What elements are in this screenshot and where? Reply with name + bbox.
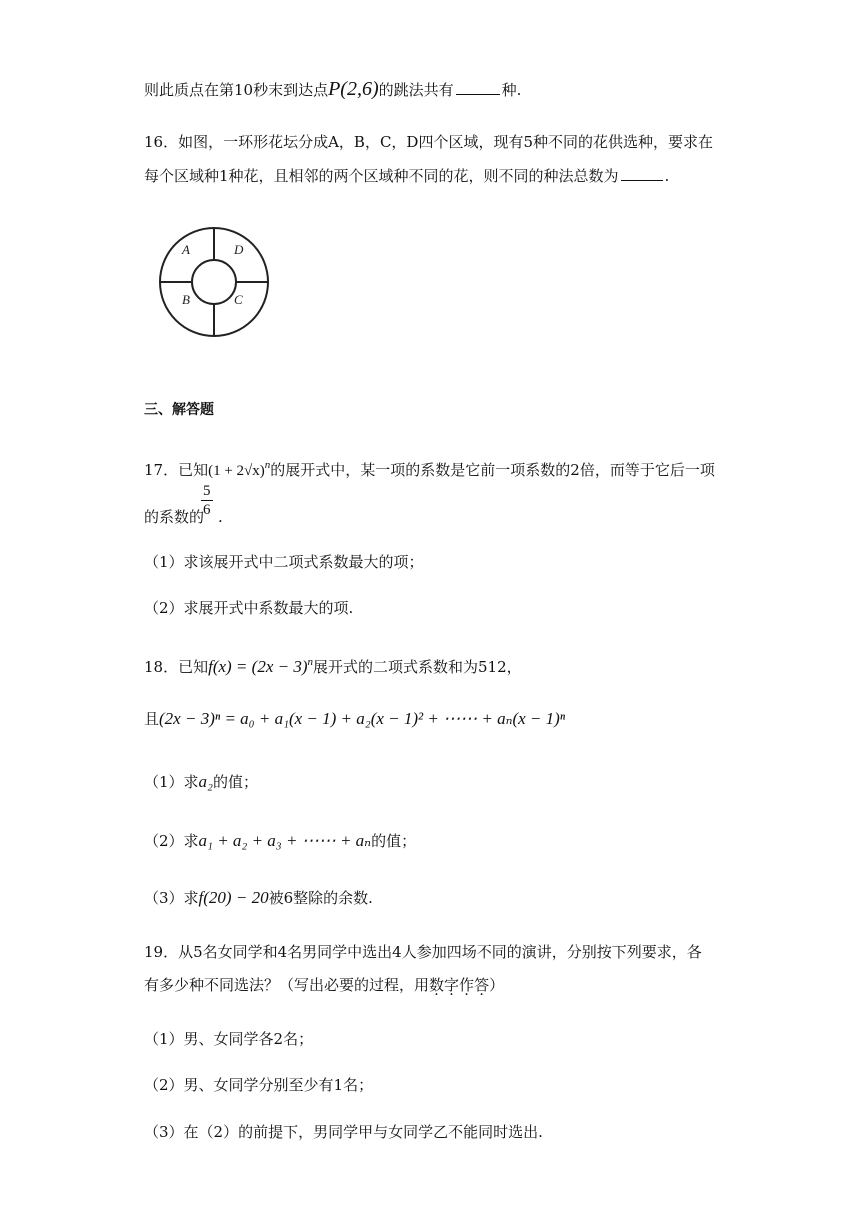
q18-sub2 (144, 830, 416, 852)
q17-frac-den: 6 (203, 502, 211, 518)
q16-answer-blank (621, 166, 663, 181)
q16-line1: 16．如图，一环形花坛分成A，B，C，D四个区域，现有5种不同的花供选种，要求在 (144, 133, 713, 151)
q15-tail-line (144, 78, 521, 101)
q17-expr-exp: n (264, 459, 271, 471)
q19-sub1: （1）男、女同学各2名； (144, 1030, 314, 1048)
q18-sub2-math: a₁ + a₂ + a₃ + ⋯⋯ + aₙ (198, 831, 372, 850)
q18-identity: (2x − 3)ⁿ = a₀ + a₁(x − 1) + a₂(x − 1)² + ⋯⋯ + aₙ(x − 1)ⁿ (159, 709, 566, 728)
q15-text-mid: 的跳法共有 (378, 81, 454, 99)
q16-line2 (144, 165, 669, 187)
q17-line1-text: 的展开式中，某一项的系数是它前一项系数的2倍，而等于它后一项 (270, 461, 715, 479)
q19-line1: 19．从5名女同学和4名男同学中选出4人参加四场不同的演讲，分别按下列要求，各 (144, 943, 702, 961)
q18-sub2-after: 的值； (371, 832, 417, 850)
q15-text-after: 种. (501, 81, 522, 99)
q19-line2-before: 有多少种不同选法？（写出必要的过程，用 (144, 976, 430, 994)
q18-prefix: 18．已知 (144, 658, 209, 676)
section-heading: 三、解答题 (144, 402, 214, 418)
inner-circle (192, 260, 236, 304)
q17-sub1: （1）求该展开式中二项式系数最大的项； (144, 553, 424, 571)
q18-sub1-math: a₂ (198, 772, 213, 791)
q15-text-before: 则此质点在第10秒末到达点 (144, 81, 329, 99)
q19-emphasis-dotted (429, 976, 489, 994)
q18-line1-text: 展开式的二项式系数和为512， (313, 658, 522, 676)
q18-fx-exp: n (307, 656, 313, 668)
q18-sub3-math: f(20) − 20 (198, 888, 269, 907)
q18-fx: f(x) = (2x − 3) (208, 657, 308, 676)
q18-sub1 (144, 771, 258, 793)
region-label-b: B (182, 292, 190, 307)
q17-line1 (144, 454, 715, 482)
emphasis-char: 作 (459, 976, 475, 994)
q18-sub2-before: （2）求 (144, 832, 199, 850)
q18-sub3-after: 被6整除的余数. (268, 889, 373, 907)
q18-line1 (144, 651, 522, 678)
q18-line2 (144, 708, 565, 730)
emphasis-char: 数 (429, 976, 445, 994)
q19-line2 (144, 974, 504, 996)
region-label-c: C (234, 292, 243, 307)
emphasis-char: 字 (444, 976, 460, 994)
q17-line2-end: . (218, 508, 223, 526)
q18-line2-prefix: 且 (144, 710, 160, 728)
q18-sub3-before: （3）求 (144, 889, 199, 907)
q17-prefix: 17．已知 (144, 461, 209, 479)
q16-line2-end: . (664, 167, 670, 185)
q18-sub1-after: 的值； (212, 773, 258, 791)
q15-answer-blank (456, 80, 500, 95)
q16-line2-text: 每个区域种1种花，且相邻的两个区域种不同的花，则不同的种法总数为 (144, 167, 619, 185)
region-label-a: A (182, 242, 190, 257)
q17-fraction (201, 482, 213, 519)
emphasis-char: 答 (474, 976, 490, 994)
q15-point: P(2,6) (328, 78, 379, 100)
q18-sub1-before: （1）求 (144, 773, 199, 791)
q19-sub2: （2）男、女同学分别至少有1名； (144, 1076, 374, 1094)
q19-line2-after: ） (489, 976, 505, 994)
ring-flowerbed-figure (152, 220, 276, 344)
q17-sub2: （2）求展开式中系数最大的项. (144, 599, 354, 617)
q17-expr: (1 + 2√x) (208, 463, 265, 479)
q17-frac-num: 5 (203, 483, 211, 499)
q19-sub3: （3）在（2）的前提下，男同学甲与女同学乙不能同时选出. (144, 1123, 543, 1141)
region-label-d: D (234, 242, 244, 257)
q17-line2-text: 的系数的 (144, 508, 205, 526)
q18-sub3 (144, 887, 373, 909)
